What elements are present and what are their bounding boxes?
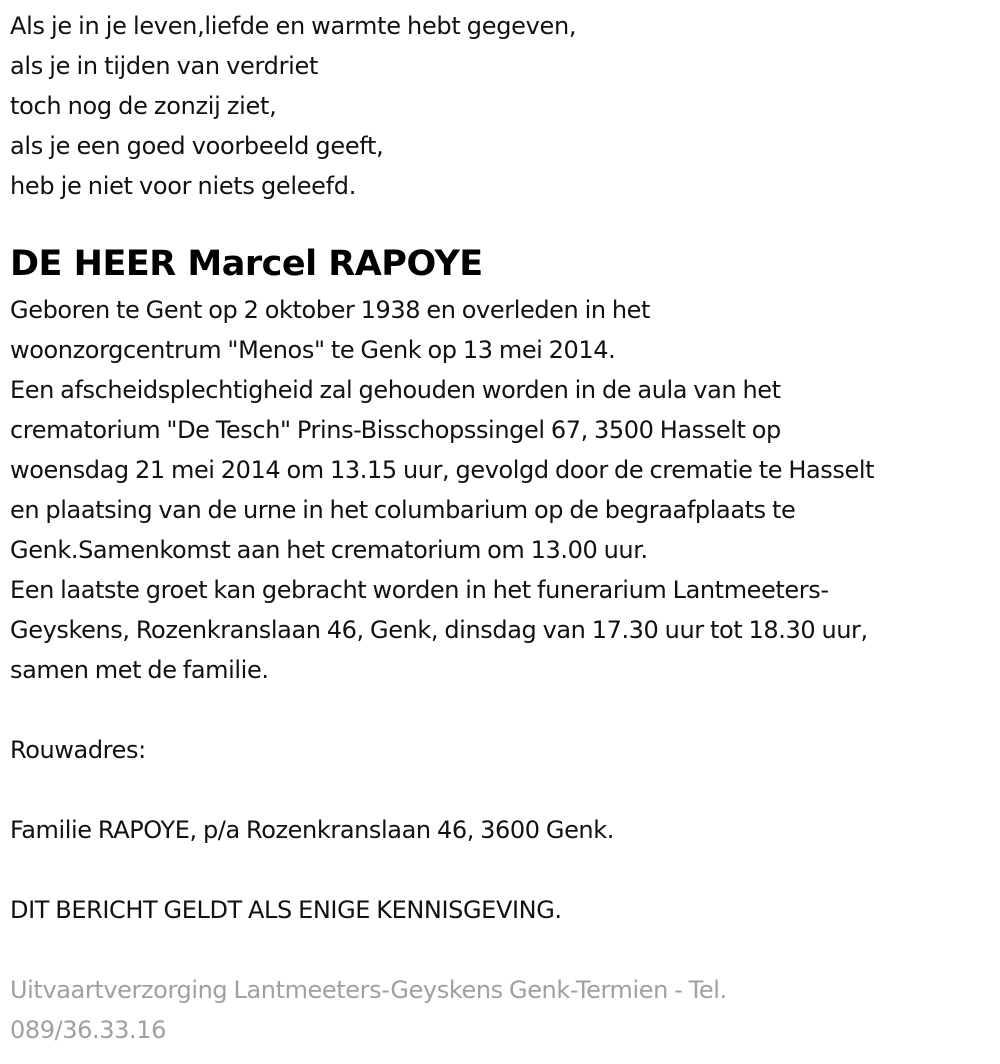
- body-line: woensdag 21 mei 2014 om 13.15 uur, gevolgd door de crematie te Hasselt: [10, 456, 875, 484]
- memorial-poem: [10, 6, 990, 206]
- poem-line: als je in tijden van verdriet: [10, 52, 319, 80]
- obituary-body: [10, 290, 990, 930]
- body-line: woonzorgcentrum "Menos" te Genk op 13 mei 2014.: [10, 336, 616, 364]
- poem-line: als je een goed voorbeeld geeft,: [10, 132, 384, 160]
- body-line: Een afscheidsplechtigheid zal gehouden worden in de aula van het: [10, 376, 781, 404]
- poem-line: heb je niet voor niets geleefd.: [10, 172, 357, 200]
- spacer: [10, 770, 990, 810]
- poem-line: toch nog de zonzij ziet,: [10, 92, 277, 120]
- body-line: en plaatsing van de urne in het columbarium op de begraafplaats te: [10, 496, 796, 524]
- funeral-home-footer: [10, 970, 990, 1050]
- spacer: [10, 690, 990, 730]
- body-line: Geyskens, Rozenkranslaan 46, Genk, dinsdag van 17.30 uur tot 18.30 uur,: [10, 616, 868, 644]
- sole-notice-statement: DIT BERICHT GELDT ALS ENIGE KENNISGEVING.: [10, 896, 562, 924]
- body-line: samen met de familie.: [10, 656, 269, 684]
- poem-line: Als je in je leven,liefde en warmte hebt gegeven,: [10, 12, 577, 40]
- funeral-home-phone: 089/36.33.16: [10, 1016, 166, 1044]
- funeral-home-name: Uitvaartverzorging Lantmeeters-Geyskens Genk-Termien - Tel.: [10, 976, 727, 1004]
- spacer: [10, 850, 990, 890]
- body-line: Geboren te Gent op 2 oktober 1938 en overleden in het: [10, 296, 651, 324]
- mourning-address-label: Rouwadres:: [10, 736, 146, 764]
- deceased-name-heading: DE HEER Marcel RAPOYE: [10, 244, 483, 284]
- body-line: Genk.Samenkomst aan het crematorium om 13.00 uur.: [10, 536, 648, 564]
- body-line: crematorium "De Tesch" Prins-Bisschopssingel 67, 3500 Hasselt op: [10, 416, 781, 444]
- mourning-address: Familie RAPOYE, p/a Rozenkranslaan 46, 3600 Genk.: [10, 816, 614, 844]
- body-line: Een laatste groet kan gebracht worden in het funerarium Lantmeeters-: [10, 576, 829, 604]
